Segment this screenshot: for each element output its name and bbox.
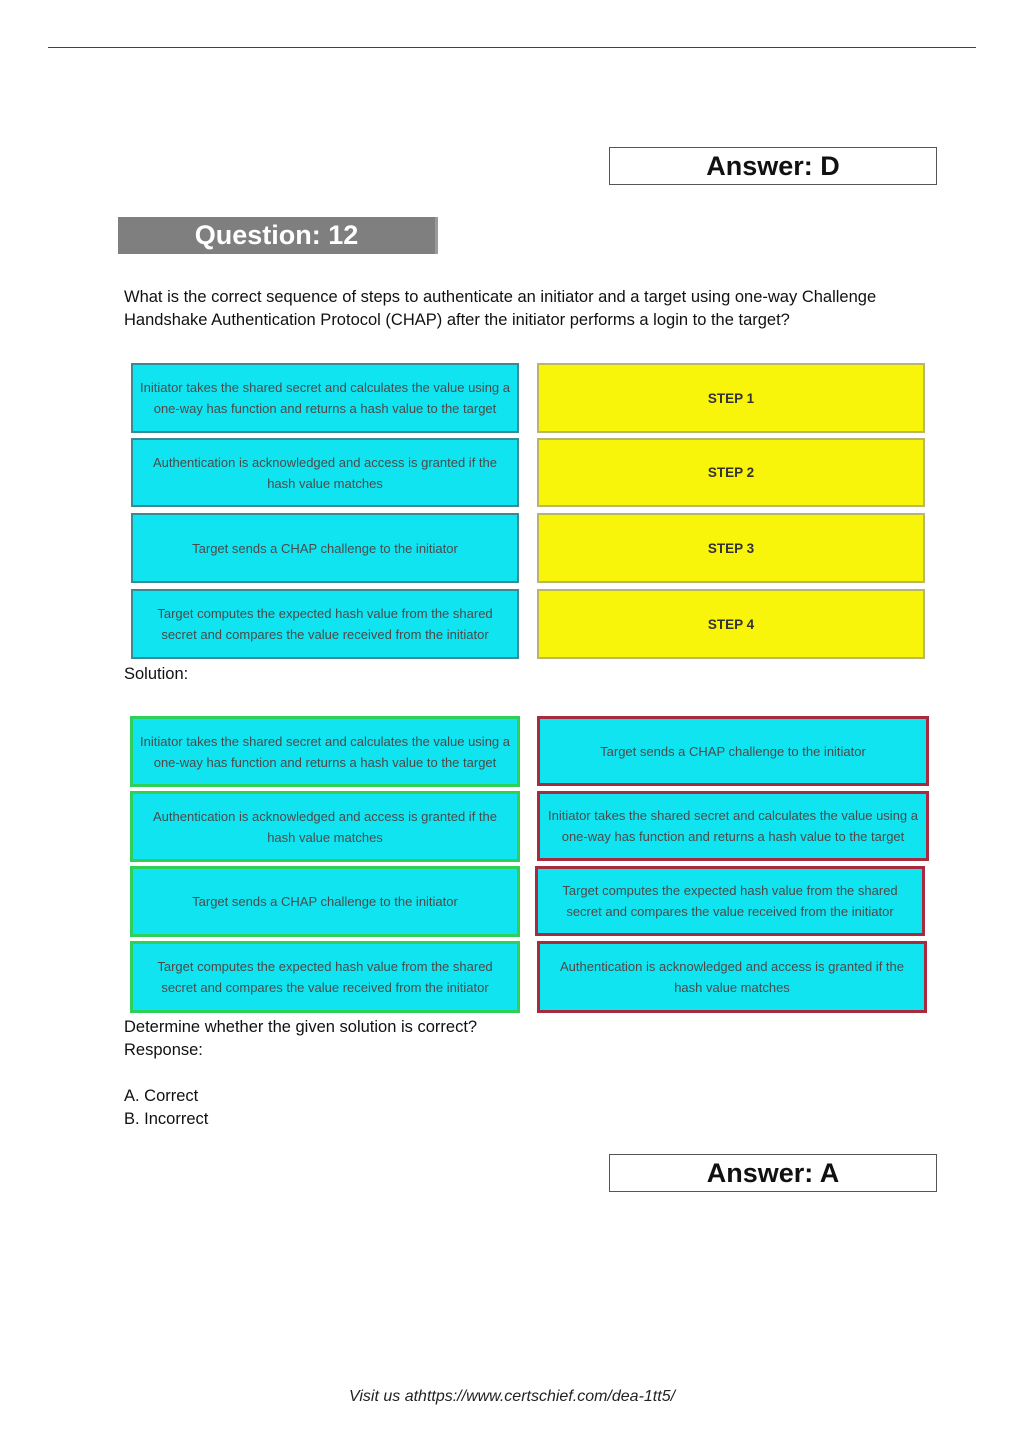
answer-box: Answer: A (609, 1154, 937, 1192)
question-text: What is the correct sequence of steps to authenticate an initiator and a target using one-way Challenge Handshake Authentication Protocol (CHAP) after the initiator performs a login to the target? (124, 288, 877, 329)
step-slot-1[interactable]: STEP 1 (537, 363, 925, 433)
previous-answer-box: Answer: D (609, 147, 937, 185)
footer-link-text[interactable]: Visit us athttps://www.certschief.com/dea-1tt5/ (348, 1388, 676, 1405)
exhibit-item-3[interactable]: Target sends a CHAP challenge to the initiator (131, 513, 519, 583)
solution-label: Solution: (124, 665, 189, 683)
solution-item-3[interactable]: Target sends a CHAP challenge to the initiator (130, 866, 520, 937)
exhibit-grid (130, 363, 925, 659)
step-slot-2[interactable]: STEP 2 (537, 438, 925, 507)
determine-text: Determine whether the given solution is correct? (124, 1018, 478, 1036)
exhibit-item-2[interactable]: Authentication is acknowledged and access is granted if the hash value matches (131, 438, 519, 507)
step-slot-3[interactable]: STEP 3 (537, 513, 925, 583)
solution-step-1[interactable]: Target sends a CHAP challenge to the initiator (537, 716, 929, 786)
top-divider (48, 47, 976, 48)
solution-item-4[interactable]: Target computes the expected hash value from the shared secret and compares the value received from the initiator (130, 941, 520, 1013)
solution-step-4[interactable]: Authentication is acknowledged and access is granted if the hash value matches (537, 941, 927, 1013)
exhibit-item-4[interactable]: Target computes the expected hash value from the shared secret and compares the value received from the initiator (131, 589, 519, 659)
solution-step-2[interactable]: Initiator takes the shared secret and calculates the value using a one-way has function and returns a hash value to the target (537, 791, 929, 861)
option-a: A. Correct (124, 1087, 199, 1105)
solution-grid (130, 716, 925, 1013)
solution-item-2[interactable]: Authentication is acknowledged and access is granted if the hash value matches (130, 791, 520, 862)
option-b: B. Incorrect (124, 1110, 209, 1128)
response-label: Response: (124, 1041, 203, 1059)
solution-item-1[interactable]: Initiator takes the shared secret and calculates the value using a one-way has function and returns a hash value to the target (130, 716, 520, 787)
solution-step-3[interactable]: Target computes the expected hash value from the shared secret and compares the value received from the initiator (535, 866, 925, 936)
exhibit-item-1[interactable]: Initiator takes the shared secret and calculates the value using a one-way has function and returns a hash value to the target (131, 363, 519, 433)
step-slot-4[interactable]: STEP 4 (537, 589, 925, 659)
question-label: Question: 12 (118, 217, 438, 254)
